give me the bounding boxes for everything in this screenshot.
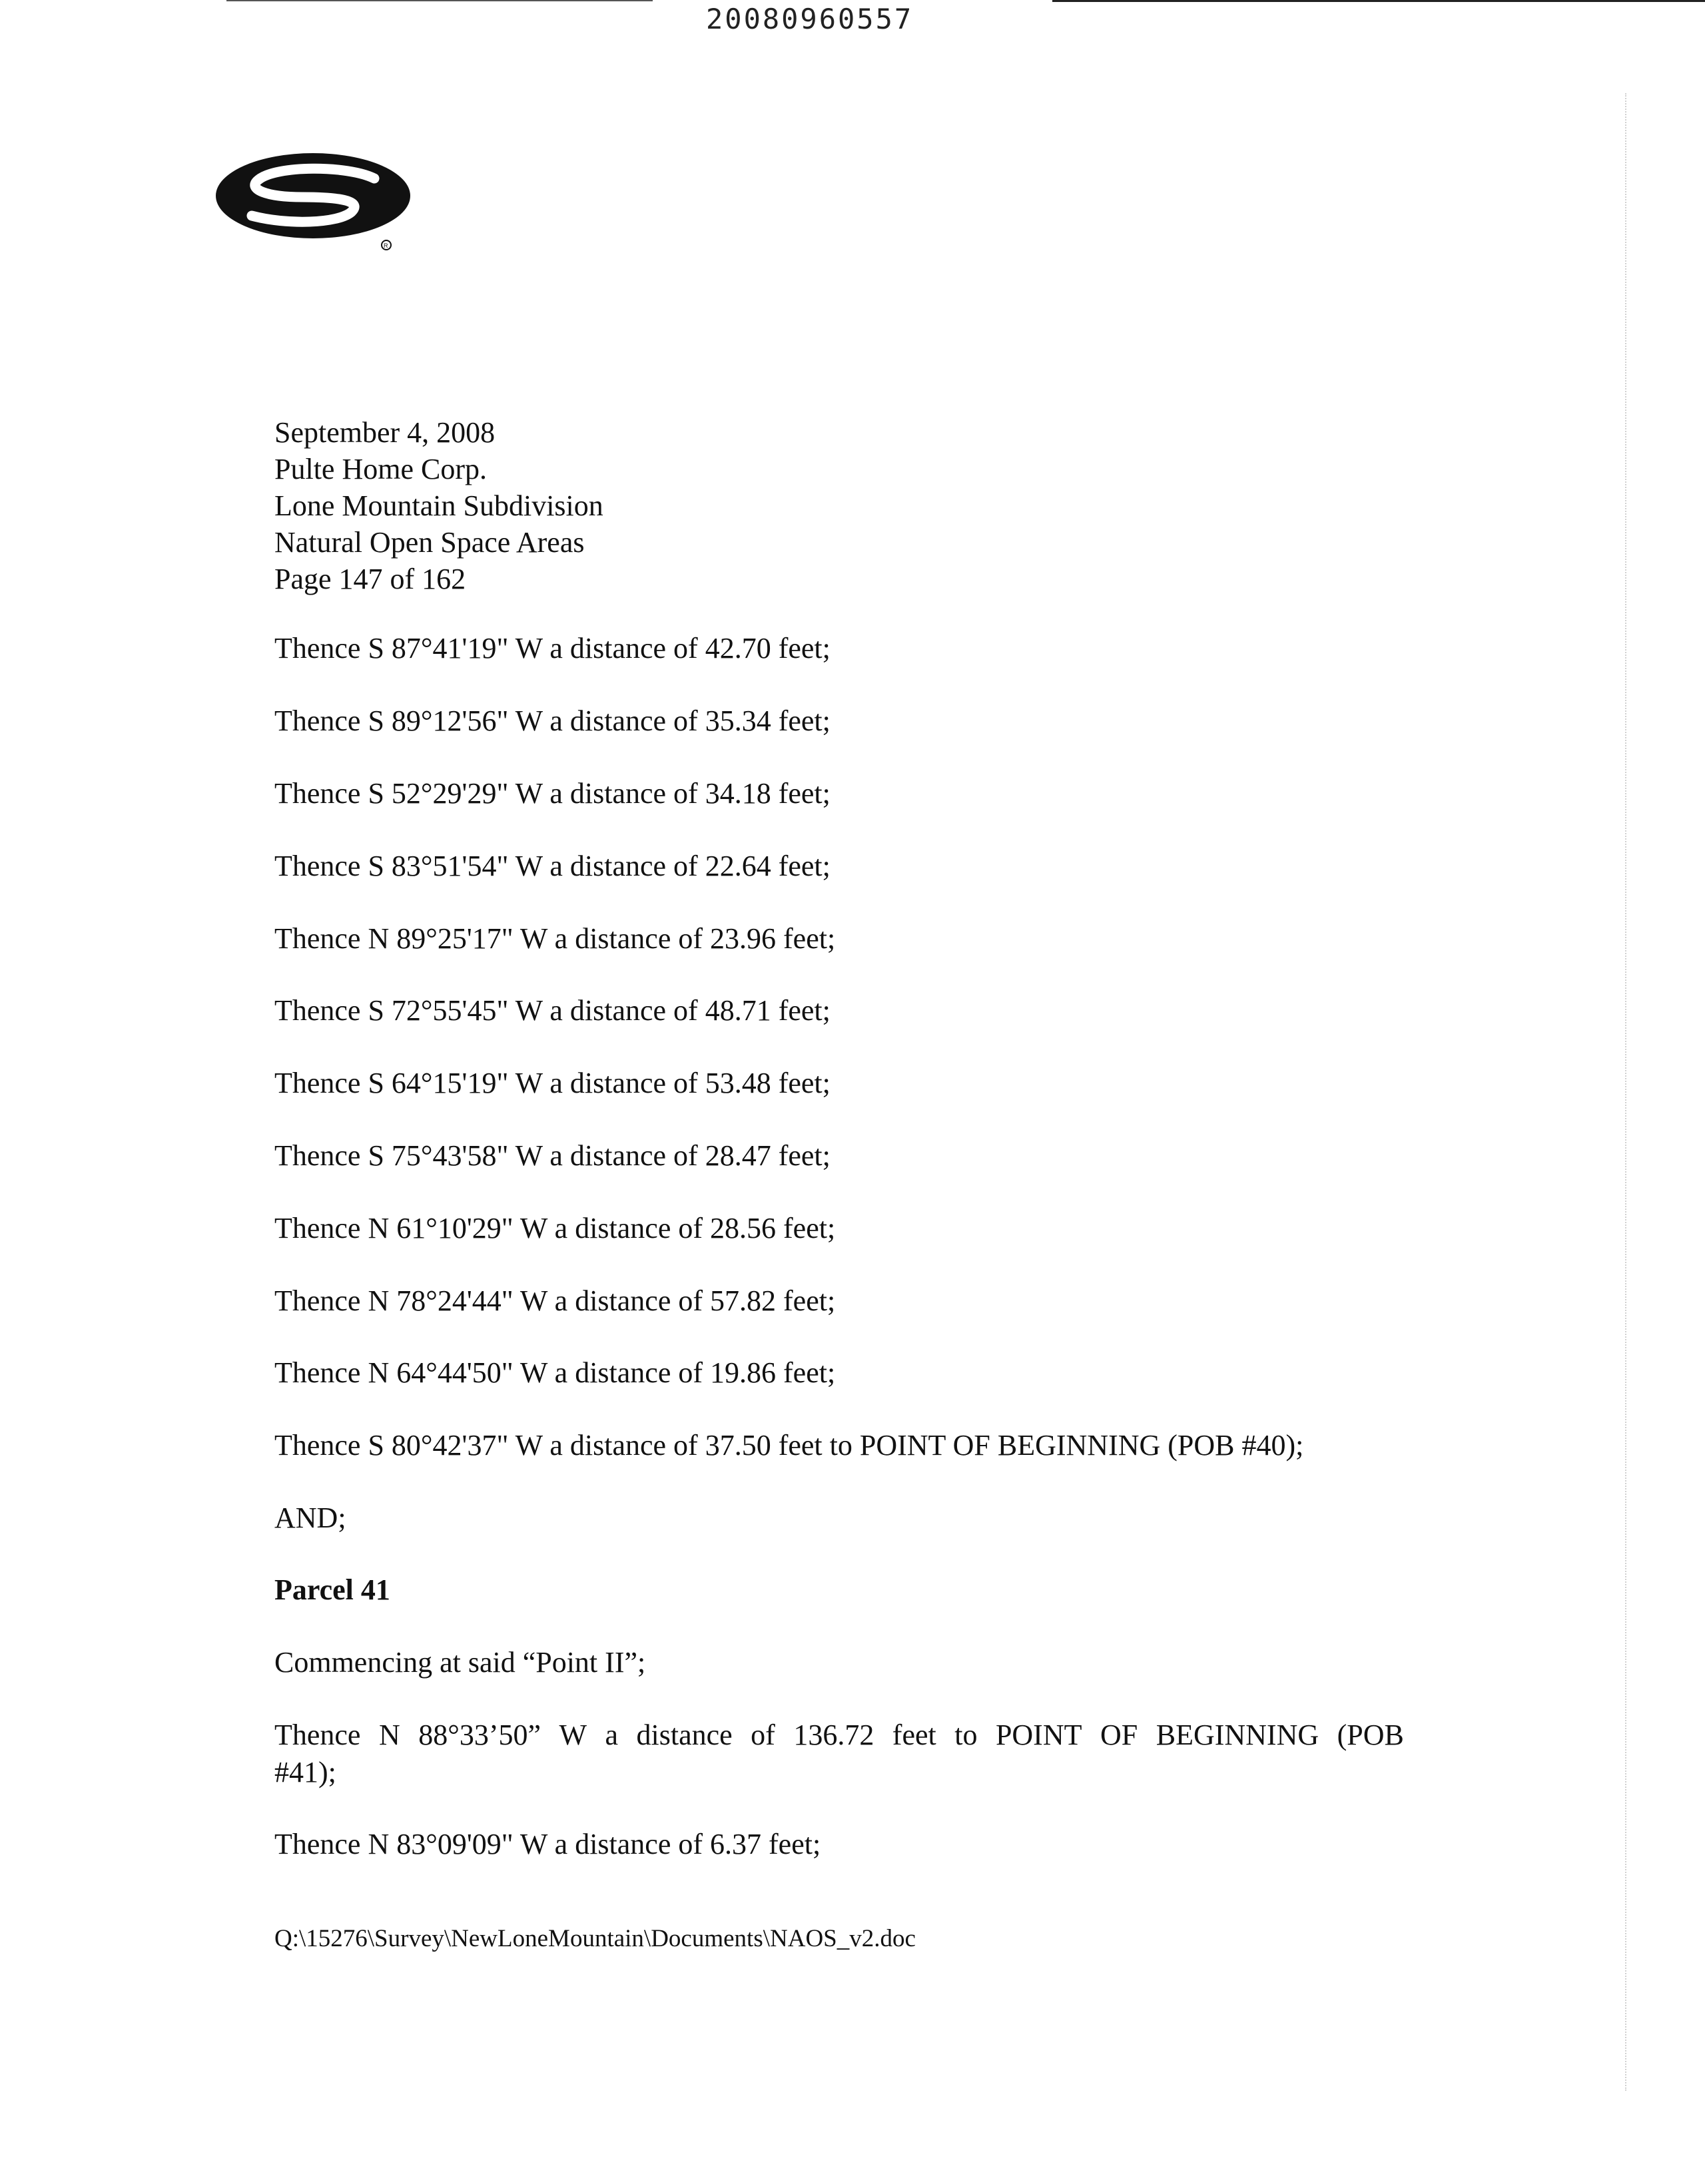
parcel-heading: Parcel 41 — [274, 1573, 390, 1606]
pob-41-word: feet — [892, 1719, 936, 1751]
course-line-pob-40: Thence S 80°42'37" W a distance of 37.50 feet to POINT OF BEGINNING (POB #40); — [274, 1429, 1304, 1462]
scan-top-line-left — [226, 0, 653, 1]
document-number: 20080960557 — [706, 3, 914, 35]
course-line: Thence S 75°43'58" W a distance of 28.47 feet; — [274, 1139, 831, 1172]
pob-41-word: OF — [1100, 1719, 1138, 1751]
header-company: Pulte Home Corp. — [274, 453, 487, 485]
header-date: September 4, 2008 — [274, 416, 496, 449]
course-line: Thence S 52°29'29" W a distance of 34.18 feet; — [274, 777, 831, 810]
course-line: Thence N 64°44'50" W a distance of 19.86 feet; — [274, 1356, 836, 1389]
course-line: Thence S 89°12'56" W a distance of 35.34 feet; — [274, 704, 831, 737]
pob-41-word: distance — [636, 1719, 733, 1751]
letter-header — [274, 414, 603, 597]
course-line: Thence S 72°55'45" W a distance of 48.71 feet; — [274, 994, 831, 1027]
pob-41-word: a — [605, 1719, 619, 1751]
pob-41-word: BEGINNING — [1156, 1719, 1319, 1751]
pob-41-line-2: #41); — [274, 1756, 336, 1788]
pob-41-paragraph — [274, 1717, 1404, 1791]
course-line: Thence S 83°51'54" W a distance of 22.64 feet; — [274, 850, 831, 882]
pob-41-word: 136.72 — [793, 1719, 874, 1751]
pob-41-word: to — [954, 1719, 978, 1751]
oval-s-logo-icon — [214, 148, 414, 254]
pob-41-line-1 — [274, 1717, 1404, 1754]
pob-41-word: N — [378, 1719, 400, 1751]
header-page-number: Page 147 of 162 — [274, 563, 466, 595]
svg-text:R: R — [384, 242, 388, 249]
course-line: Thence N 83°09'09" W a distance of 6.37 feet; — [274, 1828, 821, 1860]
pob-41-word: Thence — [274, 1719, 361, 1751]
scan-edge-artifact — [1625, 93, 1626, 2091]
pob-41-word: of — [751, 1719, 775, 1751]
scan-top-line-right — [1052, 0, 1705, 2]
pob-41-word: 88°33’50” — [418, 1719, 541, 1751]
and-separator: AND; — [274, 1502, 346, 1534]
course-line: Thence N 61°10'29" W a distance of 28.56 feet; — [274, 1212, 836, 1244]
header-areas: Natural Open Space Areas — [274, 526, 585, 559]
header-subdivision: Lone Mountain Subdivision — [274, 489, 603, 522]
footer-file-path: Q:\15276\Survey\NewLoneMountain\Documents\NAOS_v2.doc — [274, 1925, 916, 1952]
pob-41-word: (POB — [1337, 1719, 1404, 1751]
course-line: Thence S 64°15'19" W a distance of 53.48 feet; — [274, 1067, 831, 1099]
course-line: Thence N 89°25'17" W a distance of 23.96 feet; — [274, 922, 836, 955]
course-line: Thence S 87°41'19" W a distance of 42.70 feet; — [274, 632, 831, 665]
pob-41-word: W — [559, 1719, 587, 1751]
course-line: Thence N 78°24'44" W a distance of 57.82 feet; — [274, 1284, 836, 1317]
commencing-line: Commencing at said “Point II”; — [274, 1646, 646, 1679]
pob-41-word: POINT — [995, 1719, 1082, 1751]
